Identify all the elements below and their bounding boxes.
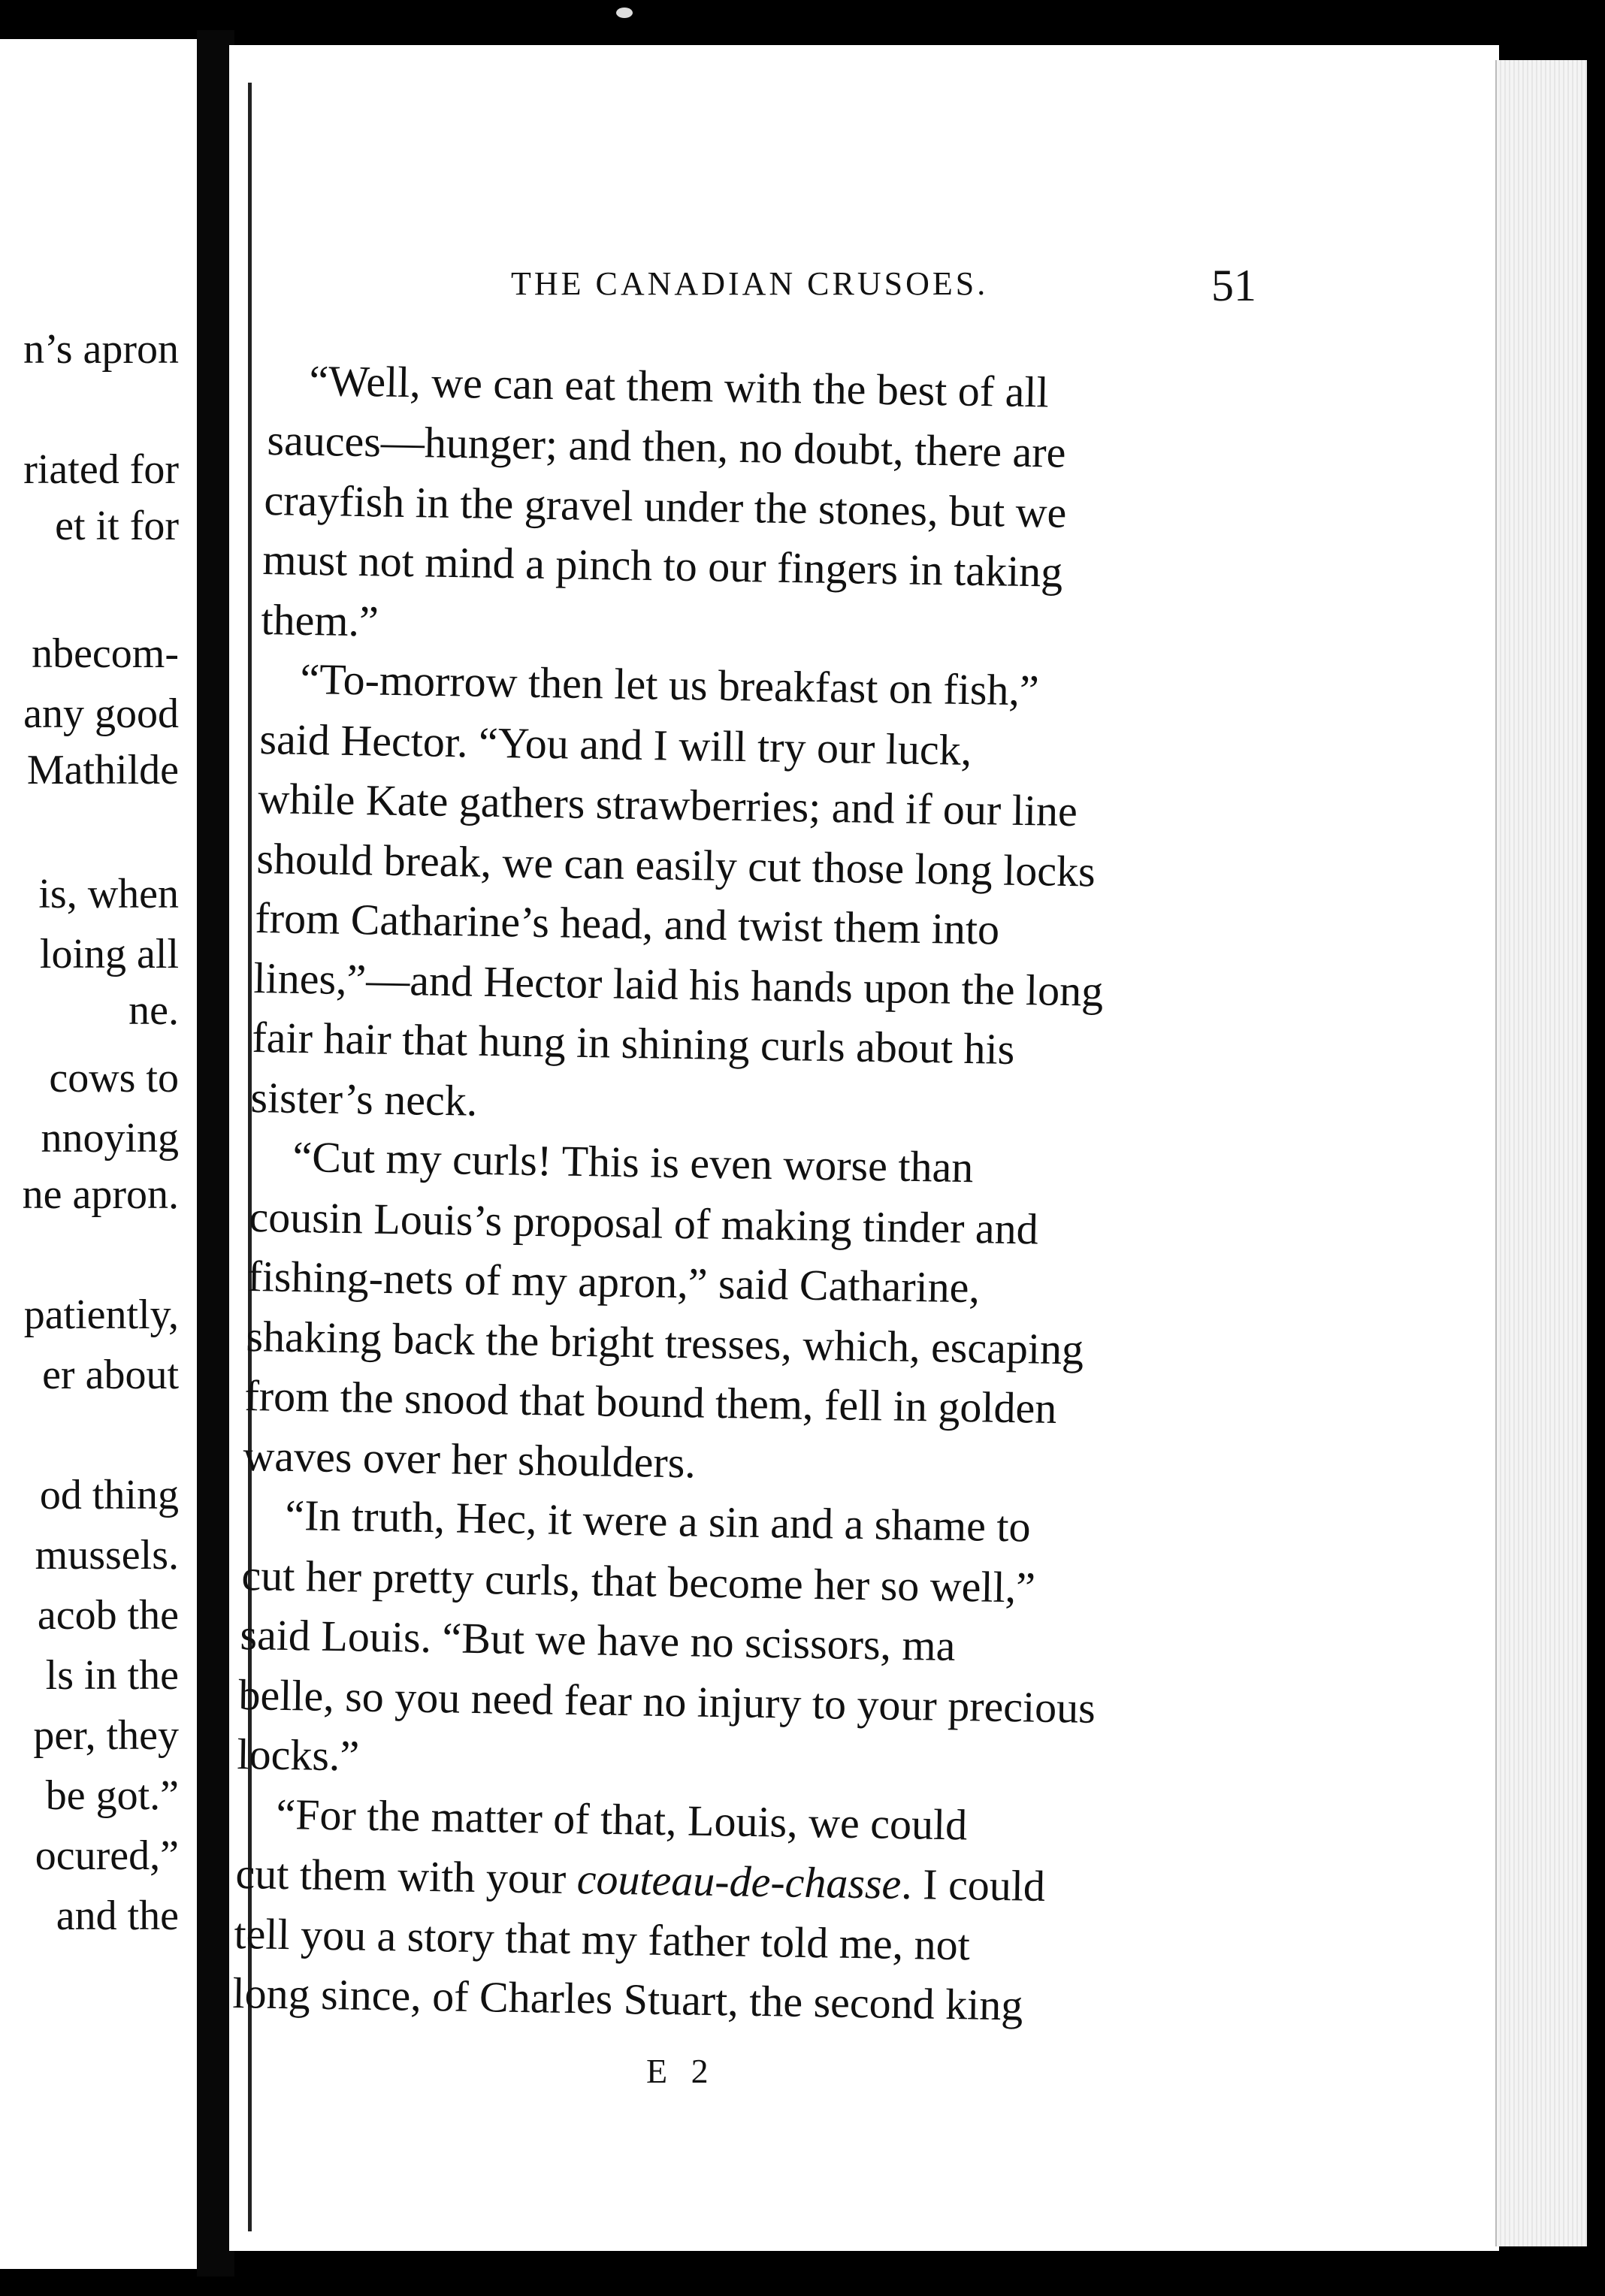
text-line: said Louis. “But we have no scissors, ma — [240, 1610, 956, 1670]
text-line: “In truth, Hec, it were a sin and a shame to — [285, 1491, 1032, 1551]
page-number: 51 — [1211, 261, 1256, 310]
text-line: must not mind a pinch to our fingers in taking — [262, 535, 1063, 597]
left-fragment: be got.” — [45, 1772, 179, 1819]
left-fragment: nbecom- — [32, 630, 179, 677]
text-line: belle, so you need fear no injury to your precious — [238, 1670, 1096, 1733]
left-fragment: patiently, — [23, 1292, 179, 1338]
left-fragment: nnoying — [41, 1115, 179, 1162]
left-fragment: riated for — [23, 446, 179, 493]
text-line: from the snood that bound them, fell in golden — [244, 1371, 1057, 1433]
text-line: cut her pretty curls, that become her so well,” — [241, 1551, 1036, 1612]
left-fragment: mussels. — [35, 1532, 179, 1578]
left-fragment: er about — [42, 1352, 179, 1398]
text-line: lines,”—and Hector laid his hands upon the long — [253, 953, 1104, 1016]
left-fragment: is, when — [38, 871, 179, 917]
text-line: fair hair that hung in shining curls about his — [252, 1013, 1015, 1074]
left-fragment: loing all — [39, 931, 179, 977]
text-line: shaking back the bright tresses, which, escaping — [246, 1312, 1084, 1374]
left-fragment: per, they — [33, 1712, 179, 1759]
text-line: them.” — [261, 595, 379, 646]
text-line: “For the matter of that, Louis, we could — [276, 1790, 968, 1850]
left-facing-page — [0, 39, 197, 2269]
text-line: “Cut my curls! This is even worse than — [292, 1132, 974, 1192]
text-line: while Kate gathers strawberries; and if our line — [258, 774, 1078, 836]
text-line: sister’s neck. — [250, 1073, 478, 1125]
text-line: cousin Louis’s proposal of making tinder and — [249, 1192, 1039, 1254]
left-fragment: ls in the — [45, 1652, 179, 1699]
left-fragment: any good — [23, 690, 179, 737]
left-fragment: n’s apron — [23, 326, 179, 373]
left-fragment: cows to — [49, 1055, 179, 1101]
left-fragment: Mathilde — [26, 747, 179, 793]
text-line: tell you a story that my father told me, not — [234, 1909, 971, 1970]
text-line: fishing-nets of my apron,” said Catharine, — [247, 1252, 981, 1313]
italic-phrase: couteau-de-chasse — [576, 1854, 902, 1908]
text-line: “Well, we can eat them with the best of all — [309, 356, 1050, 417]
left-fragment: od thing — [39, 1472, 179, 1518]
text-line: crayfish in the gravel under the stones, but we — [264, 476, 1067, 537]
text-line: long since, of Charles Stuart, the second king — [232, 1968, 1023, 2030]
left-fragment: acob the — [37, 1592, 179, 1639]
page-block-edge — [1495, 60, 1587, 2246]
text-line: from Catharine’s head, and twist them into — [255, 893, 1000, 954]
text-line: cut them with your couteau-de-chasse. I could — [235, 1849, 1046, 1911]
text-line: sauces—hunger; and then, no doubt, there are — [267, 415, 1066, 477]
left-fragment: et it for — [55, 503, 179, 549]
left-fragment: ne apron. — [22, 1171, 179, 1218]
signature-mark: E 2 — [646, 2052, 716, 2090]
running-title: THE CANADIAN CRUSOES. — [511, 265, 989, 302]
text-line: “To-morrow then let us breakfast on fish,” — [300, 654, 1040, 715]
left-fragment: ocured,” — [35, 1832, 179, 1879]
left-fragment: ne. — [128, 987, 179, 1034]
left-fragment: and the — [56, 1893, 179, 1939]
text-line: said Hector. “You and I will try our luck, — [259, 714, 972, 775]
text-line: waves over her shoulders. — [243, 1431, 697, 1488]
text-line: should break, we can easily cut those long locks — [256, 834, 1096, 896]
text-line: locks.” — [237, 1730, 360, 1781]
scan-speck — [616, 8, 633, 18]
